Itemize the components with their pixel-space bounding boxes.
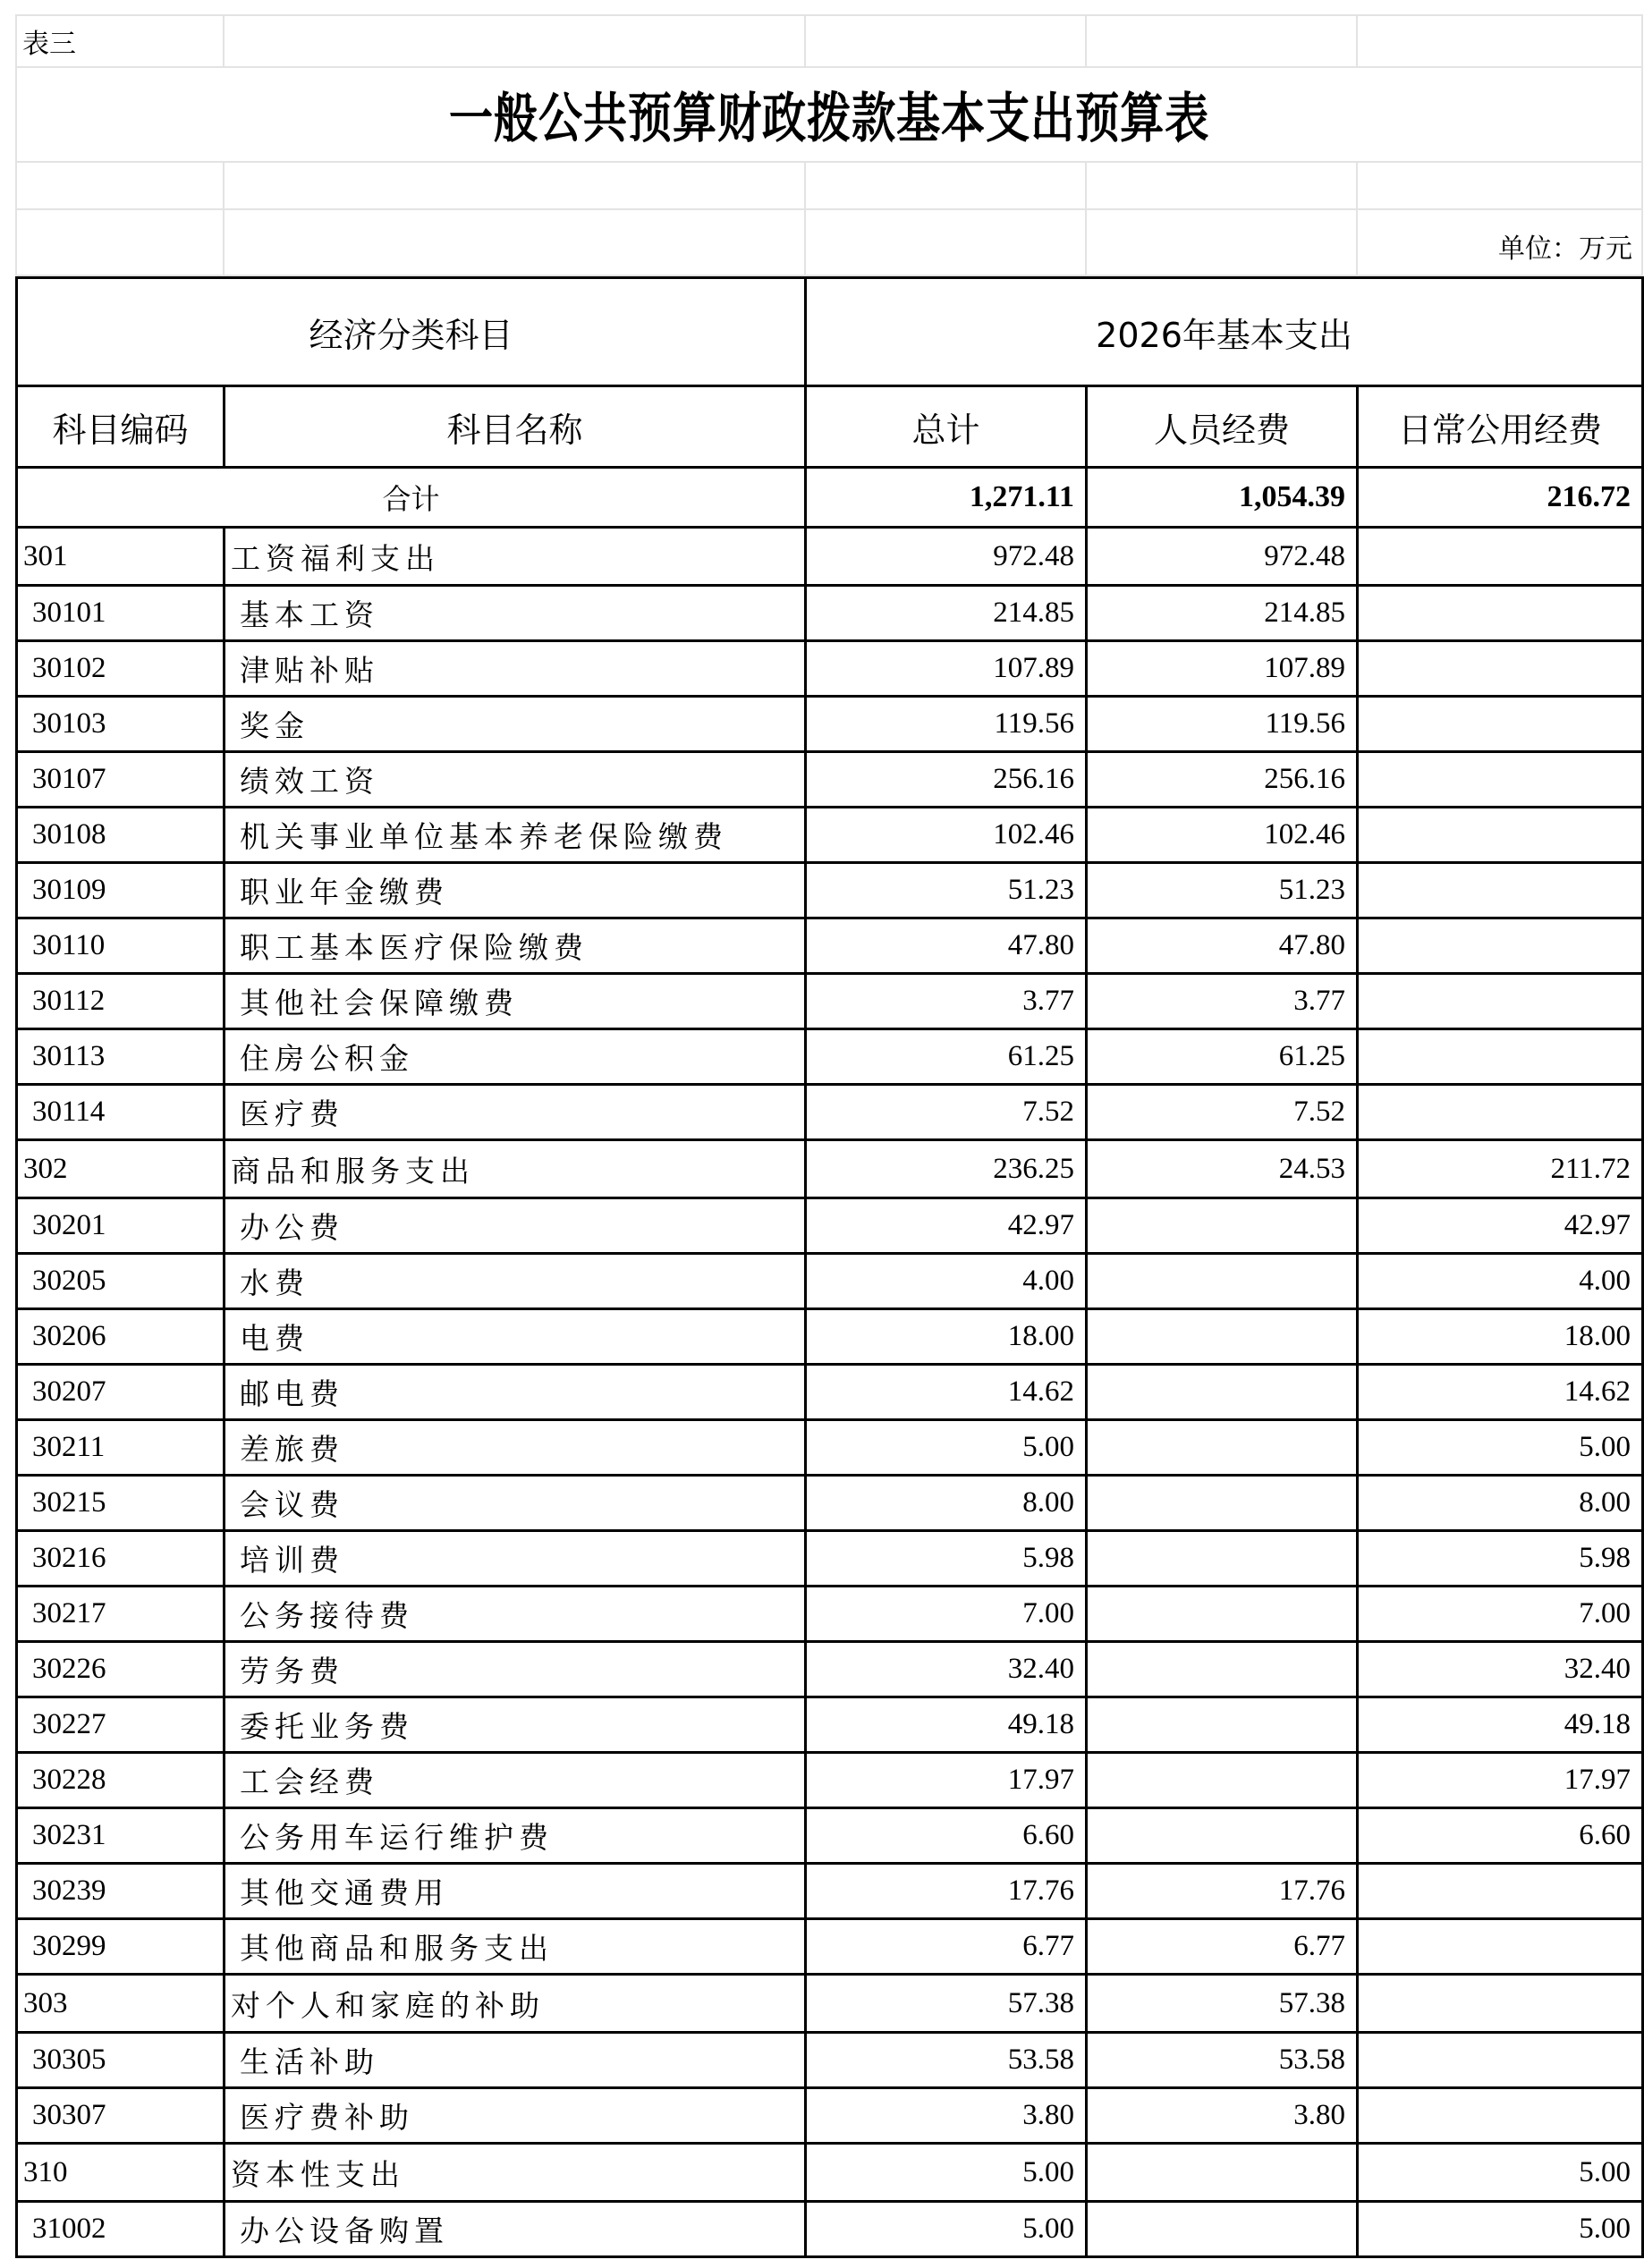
public-value: 17.97 <box>1358 1753 1643 1808</box>
public-value <box>1358 528 1643 586</box>
empty-cell[interactable] <box>1086 15 1357 67</box>
page-title: 一般公共预算财政拨款基本支出预算表 <box>448 88 1210 150</box>
public-value <box>1358 1975 1643 2033</box>
subject-code: 30305 <box>17 2033 225 2088</box>
total-value: 57.38 <box>806 1975 1087 2033</box>
personnel-value <box>1087 1697 1358 1753</box>
subject-name: 商品和服务支出 <box>225 1140 806 1198</box>
table-row <box>17 918 1643 974</box>
table-row <box>17 752 1643 808</box>
subject-code: 30110 <box>17 918 225 974</box>
subject-name: 对个人和家庭的补助 <box>225 1975 806 2033</box>
personnel-value <box>1087 1753 1358 1808</box>
public-value <box>1358 2033 1643 2088</box>
subject-code: 30211 <box>17 1420 225 1476</box>
empty-cell[interactable] <box>1357 162 1642 209</box>
subject-code: 30231 <box>17 1808 225 1864</box>
public-value <box>1358 974 1643 1029</box>
subject-code: 30114 <box>17 1085 225 1140</box>
total-value: 7.52 <box>806 1085 1087 1140</box>
subject-code: 303 <box>17 1975 225 2033</box>
public-value: 5.00 <box>1358 2144 1643 2202</box>
subject-code: 30109 <box>17 863 225 918</box>
subject-name: 职工基本医疗保险缴费 <box>225 918 806 974</box>
subject-name: 劳务费 <box>225 1642 806 1697</box>
table-row <box>17 1697 1643 1753</box>
empty-cell[interactable] <box>16 162 224 209</box>
personnel-value <box>1087 1531 1358 1587</box>
table-row <box>17 1642 1643 1697</box>
subject-code: 30205 <box>17 1254 225 1309</box>
subject-code: 30103 <box>17 697 225 752</box>
subject-code: 30207 <box>17 1365 225 1420</box>
column-header-personnel: 人员经费 <box>1087 386 1358 468</box>
total-value: 107.89 <box>806 641 1087 697</box>
total-value: 14.62 <box>806 1365 1087 1420</box>
total-value: 5.00 <box>806 2144 1087 2202</box>
subject-code: 30108 <box>17 808 225 863</box>
total-row <box>17 468 1643 528</box>
personnel-value: 256.16 <box>1087 752 1358 808</box>
subject-name: 住房公积金 <box>225 1029 806 1085</box>
column-header-total: 总计 <box>806 386 1087 468</box>
empty-cell[interactable] <box>1086 209 1357 275</box>
table-row <box>17 1864 1643 1919</box>
public-value <box>1358 586 1643 641</box>
personnel-value <box>1087 2144 1358 2202</box>
table-label: 表三 <box>16 15 224 67</box>
personnel-value: 119.56 <box>1087 697 1358 752</box>
subject-name: 医疗费补助 <box>225 2088 806 2144</box>
subject-name: 邮电费 <box>225 1365 806 1420</box>
table-row <box>17 1085 1643 1140</box>
subject-name: 奖金 <box>225 697 806 752</box>
subject-name: 基本工资 <box>225 586 806 641</box>
total-value: 53.58 <box>806 2033 1087 2088</box>
personnel-value: 17.76 <box>1087 1864 1358 1919</box>
column-header-name: 科目名称 <box>225 386 806 468</box>
subject-name: 资本性支出 <box>225 2144 806 2202</box>
public-value <box>1358 752 1643 808</box>
total-value: 119.56 <box>806 697 1087 752</box>
subject-code: 30206 <box>17 1309 225 1365</box>
table-row <box>17 586 1643 641</box>
table-row <box>17 2033 1643 2088</box>
subject-code: 30217 <box>17 1587 225 1642</box>
subject-code: 30113 <box>17 1029 225 1085</box>
empty-cell[interactable] <box>224 15 805 67</box>
personnel-value <box>1087 1476 1358 1531</box>
subject-code: 31002 <box>17 2202 225 2257</box>
header-group-classification: 经济分类科目 <box>17 278 806 386</box>
subject-name: 培训费 <box>225 1531 806 1587</box>
public-value <box>1358 1919 1643 1975</box>
personnel-value: 6.77 <box>1087 1919 1358 1975</box>
table-row <box>17 1198 1643 1254</box>
personnel-value: 214.85 <box>1087 586 1358 641</box>
empty-cell[interactable] <box>805 15 1086 67</box>
total-value: 17.97 <box>806 1753 1087 1808</box>
table-row <box>17 863 1643 918</box>
subject-name: 医疗费 <box>225 1085 806 1140</box>
subject-code: 30216 <box>17 1531 225 1587</box>
subject-name: 公务用车运行维护费 <box>225 1808 806 1864</box>
subject-code: 30201 <box>17 1198 225 1254</box>
subject-name: 电费 <box>225 1309 806 1365</box>
personnel-value: 102.46 <box>1087 808 1358 863</box>
total-value: 51.23 <box>806 863 1087 918</box>
public-value: 49.18 <box>1358 1697 1643 1753</box>
public-value: 8.00 <box>1358 1476 1643 1531</box>
subject-name: 津贴补贴 <box>225 641 806 697</box>
public-value <box>1358 641 1643 697</box>
table-row <box>17 1029 1643 1085</box>
table-row <box>17 2202 1643 2257</box>
header-group-basic-expenditure: 2026年基本支出 <box>806 278 1643 386</box>
total-value: 49.18 <box>806 1697 1087 1753</box>
column-header-public: 日常公用经费 <box>1358 386 1643 468</box>
sheet-header-grid <box>15 14 1643 276</box>
public-value <box>1358 918 1643 974</box>
personnel-value: 7.52 <box>1087 1085 1358 1140</box>
personnel-value: 53.58 <box>1087 2033 1358 2088</box>
personnel-value: 57.38 <box>1087 1975 1358 2033</box>
subject-code: 310 <box>17 2144 225 2202</box>
total-value: 3.77 <box>806 974 1087 1029</box>
personnel-value: 3.80 <box>1087 2088 1358 2144</box>
subject-name: 其他商品和服务支出 <box>225 1919 806 1975</box>
subject-name: 其他社会保障缴费 <box>225 974 806 1029</box>
empty-cell[interactable] <box>805 209 1086 275</box>
total-value: 6.77 <box>806 1919 1087 1975</box>
public-value <box>1358 1029 1643 1085</box>
subject-name: 工资福利支出 <box>225 528 806 586</box>
public-value: 18.00 <box>1358 1309 1643 1365</box>
total-value: 5.00 <box>806 2202 1087 2257</box>
empty-cell[interactable] <box>1086 162 1357 209</box>
total-sum: 1,271.11 <box>806 468 1087 528</box>
personnel-value <box>1087 1198 1358 1254</box>
total-value: 17.76 <box>806 1864 1087 1919</box>
personnel-value: 61.25 <box>1087 1029 1358 1085</box>
public-value: 7.00 <box>1358 1587 1643 1642</box>
column-header-code: 科目编码 <box>17 386 225 468</box>
public-value: 211.72 <box>1358 1140 1643 1198</box>
personnel-value: 972.48 <box>1087 528 1358 586</box>
subject-name: 工会经费 <box>225 1753 806 1808</box>
table-row <box>17 1309 1643 1365</box>
table-row <box>17 641 1643 697</box>
subject-name: 机关事业单位基本养老保险缴费 <box>225 808 806 863</box>
empty-cell[interactable] <box>16 209 224 275</box>
category-row <box>17 2144 1643 2202</box>
total-value: 4.00 <box>806 1254 1087 1309</box>
total-value: 3.80 <box>806 2088 1087 2144</box>
table-row <box>17 1254 1643 1309</box>
public-value: 4.00 <box>1358 1254 1643 1309</box>
public-value <box>1358 1085 1643 1140</box>
personnel-value <box>1087 1808 1358 1864</box>
total-value: 7.00 <box>806 1587 1087 1642</box>
subject-code: 30112 <box>17 974 225 1029</box>
subject-code: 302 <box>17 1140 225 1198</box>
public-value: 5.00 <box>1358 2202 1643 2257</box>
subject-name: 会议费 <box>225 1476 806 1531</box>
subject-name: 委托业务费 <box>225 1697 806 1753</box>
subject-code: 30107 <box>17 752 225 808</box>
total-value: 42.97 <box>806 1198 1087 1254</box>
subject-code: 30215 <box>17 1476 225 1531</box>
subject-name: 其他交通费用 <box>225 1864 806 1919</box>
personnel-value: 47.80 <box>1087 918 1358 974</box>
personnel-value <box>1087 1420 1358 1476</box>
subject-code: 30102 <box>17 641 225 697</box>
table-row <box>17 808 1643 863</box>
public-value: 32.40 <box>1358 1642 1643 1697</box>
subject-name: 绩效工资 <box>225 752 806 808</box>
title-cell <box>16 67 1642 162</box>
table-row <box>17 2088 1643 2144</box>
subject-name: 水费 <box>225 1254 806 1309</box>
personnel-value <box>1087 1587 1358 1642</box>
public-value <box>1358 697 1643 752</box>
table-row <box>17 697 1643 752</box>
empty-cell[interactable] <box>1357 15 1642 67</box>
personnel-value: 24.53 <box>1087 1140 1358 1198</box>
personnel-value <box>1087 2202 1358 2257</box>
public-value: 14.62 <box>1358 1365 1643 1420</box>
table-row <box>17 1753 1643 1808</box>
total-value: 6.60 <box>806 1808 1087 1864</box>
category-row <box>17 1975 1643 2033</box>
total-value: 102.46 <box>806 808 1087 863</box>
table-row <box>17 1420 1643 1476</box>
total-value: 214.85 <box>806 586 1087 641</box>
personnel-value: 51.23 <box>1087 863 1358 918</box>
table-row <box>17 1476 1643 1531</box>
public-value <box>1358 863 1643 918</box>
total-value: 972.48 <box>806 528 1087 586</box>
personnel-value <box>1087 1365 1358 1420</box>
subject-name: 办公费 <box>225 1198 806 1254</box>
public-value: 6.60 <box>1358 1808 1643 1864</box>
subject-name: 差旅费 <box>225 1420 806 1476</box>
total-value: 236.25 <box>806 1140 1087 1198</box>
total-value: 5.98 <box>806 1531 1087 1587</box>
total-value: 61.25 <box>806 1029 1087 1085</box>
category-row <box>17 528 1643 586</box>
subject-name: 公务接待费 <box>225 1587 806 1642</box>
subject-code: 30299 <box>17 1919 225 1975</box>
total-value: 47.80 <box>806 918 1087 974</box>
table-row <box>17 1919 1643 1975</box>
public-value <box>1358 1864 1643 1919</box>
total-public: 216.72 <box>1358 468 1643 528</box>
subject-code: 30228 <box>17 1753 225 1808</box>
total-personnel: 1,054.39 <box>1087 468 1358 528</box>
table-row <box>17 1365 1643 1420</box>
personnel-value <box>1087 1642 1358 1697</box>
budget-sheet <box>15 14 1641 2258</box>
table-row <box>17 974 1643 1029</box>
subject-code: 30307 <box>17 2088 225 2144</box>
personnel-value: 107.89 <box>1087 641 1358 697</box>
subject-name: 职业年金缴费 <box>225 863 806 918</box>
unit-label: 单位：万元 <box>1357 209 1642 275</box>
personnel-value <box>1087 1254 1358 1309</box>
total-value: 5.00 <box>806 1420 1087 1476</box>
subject-code: 30226 <box>17 1642 225 1697</box>
personnel-value <box>1087 1309 1358 1365</box>
table-row <box>17 1808 1643 1864</box>
table-row <box>17 1531 1643 1587</box>
public-value <box>1358 2088 1643 2144</box>
personnel-value: 3.77 <box>1087 974 1358 1029</box>
table-row <box>17 1587 1643 1642</box>
total-value: 32.40 <box>806 1642 1087 1697</box>
category-row <box>17 1140 1643 1198</box>
subject-code: 30239 <box>17 1864 225 1919</box>
subject-code: 30227 <box>17 1697 225 1753</box>
empty-cell[interactable] <box>224 209 805 275</box>
subject-code: 30101 <box>17 586 225 641</box>
subject-code: 301 <box>17 528 225 586</box>
public-value: 5.98 <box>1358 1531 1643 1587</box>
public-value: 5.00 <box>1358 1420 1643 1476</box>
total-label: 合计 <box>17 468 806 528</box>
total-value: 8.00 <box>806 1476 1087 1531</box>
subject-name: 生活补助 <box>225 2033 806 2088</box>
public-value: 42.97 <box>1358 1198 1643 1254</box>
subject-name: 办公设备购置 <box>225 2202 806 2257</box>
budget-table <box>15 276 1644 2258</box>
empty-cell[interactable] <box>224 162 805 209</box>
empty-cell[interactable] <box>805 162 1086 209</box>
public-value <box>1358 808 1643 863</box>
total-value: 256.16 <box>806 752 1087 808</box>
total-value: 18.00 <box>806 1309 1087 1365</box>
